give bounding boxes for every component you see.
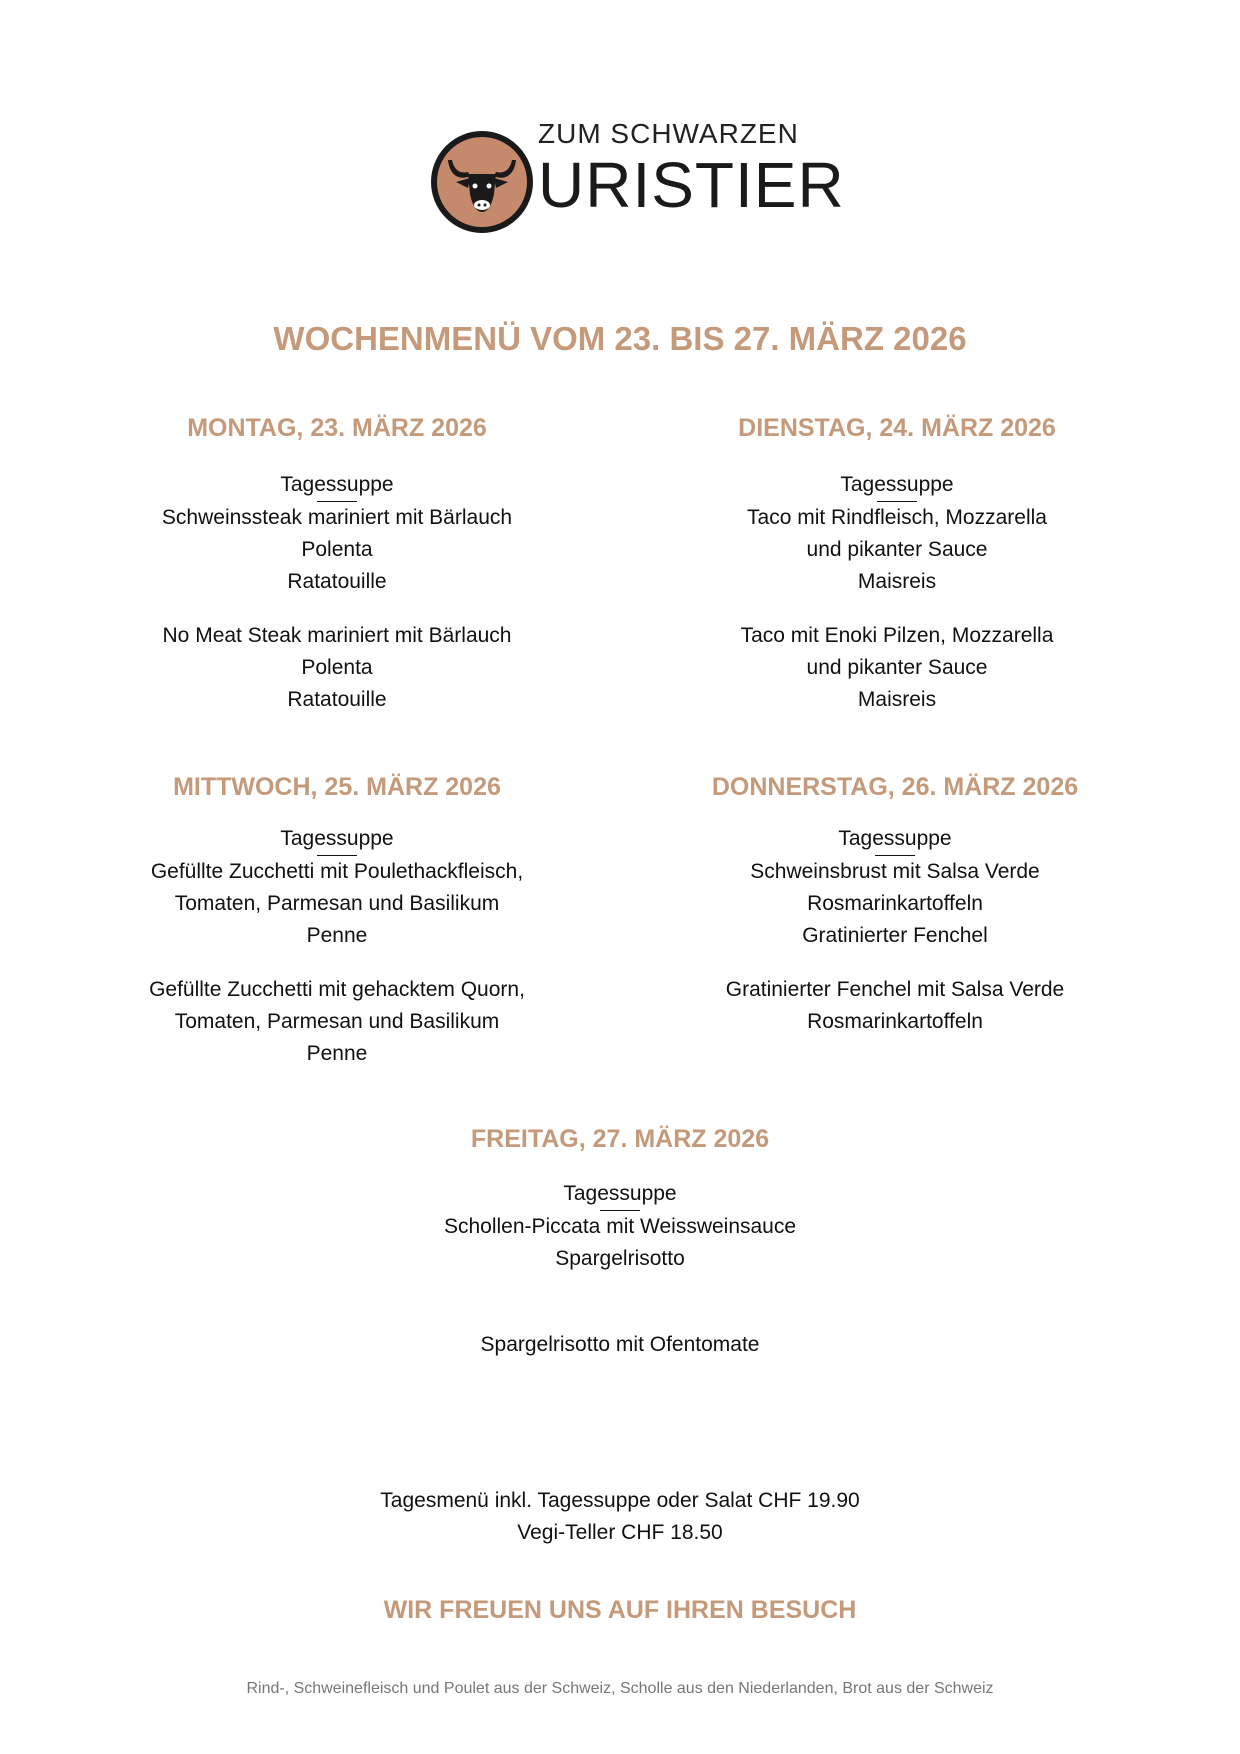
price-line-menu: Tagesmenü inkl. Tagessuppe oder Salat CHF 19.90 xyxy=(380,1489,860,1512)
dish-line: Maisreis xyxy=(857,570,937,593)
dish-line: Schweinssteak mariniert mit Bärlauch xyxy=(161,506,513,529)
dish-line: Taco mit Enoki Pilzen, Mozzarella xyxy=(740,624,1054,647)
soup: Tagessuppe xyxy=(563,1182,677,1205)
dish-line: Gefüllte Zucchetti mit gehacktem Quorn, xyxy=(149,978,525,1001)
day-menu-tuesday xyxy=(637,469,1157,716)
page-title: WOCHENMENÜ VOM 23. BIS 27. MÄRZ 2026 xyxy=(273,320,967,357)
dish-line: Ratatouille xyxy=(287,570,387,593)
soup: Tagessuppe xyxy=(280,473,394,496)
day-title-tuesday: DIENSTAG, 24. MÄRZ 2026 xyxy=(738,414,1056,442)
soup: Tagessuppe xyxy=(838,827,952,850)
dish-line: No Meat Steak mariniert mit Bärlauch xyxy=(162,624,512,647)
price-line-vegi: Vegi-Teller CHF 18.50 xyxy=(517,1521,723,1544)
soup: Tagessuppe xyxy=(280,827,394,850)
dish-line: Ratatouille xyxy=(287,688,387,711)
dish-line: Taco mit Rindfleisch, Mozzarella xyxy=(747,506,1047,529)
dish-line: Gratinierter Fenchel mit Salsa Verde xyxy=(725,978,1065,1001)
dish-line: Schollen-Piccata mit Weissweinsauce xyxy=(443,1215,797,1238)
dish-line: Tomaten, Parmesan und Basilikum xyxy=(174,892,500,915)
logo xyxy=(430,118,850,238)
day-title-wednesday: MITTWOCH, 25. MÄRZ 2026 xyxy=(173,773,501,801)
day-menu-monday xyxy=(77,469,597,716)
dish-line: Rosmarinkartoffeln xyxy=(807,892,983,915)
day-menu-thursday xyxy=(635,823,1155,1038)
soup: Tagessuppe xyxy=(840,473,954,496)
origin-note: Rind-, Schweinefleisch und Poulet aus der Schweiz, Scholle aus den Niederlanden, Brot aus der Schweiz xyxy=(246,1680,994,1697)
day-title-thursday: DONNERSTAG, 26. MÄRZ 2026 xyxy=(711,773,1079,801)
dish-line: Maisreis xyxy=(857,688,937,711)
dish-line: Spargelrisotto xyxy=(555,1247,685,1270)
dish-line: Rosmarinkartoffeln xyxy=(807,1010,983,1033)
logo-main-text: URISTIER xyxy=(538,149,845,221)
dish-line: und pikanter Sauce xyxy=(806,656,988,679)
logo-top-text: ZUM SCHWARZEN xyxy=(538,118,799,149)
day-title-monday: MONTAG, 23. MÄRZ 2026 xyxy=(187,414,487,442)
closing-text: WIR FREUEN UNS AUF IHREN BESUCH xyxy=(383,1596,857,1624)
dish-line: Tomaten, Parmesan und Basilikum xyxy=(174,1010,500,1033)
bull-head-icon xyxy=(430,130,534,234)
dish-line: Schweinsbrust mit Salsa Verde xyxy=(750,860,1040,883)
day-title-friday: FREITAG, 27. MÄRZ 2026 xyxy=(470,1125,770,1153)
dish-line: Spargelrisotto mit Ofentomate xyxy=(480,1333,760,1356)
dish-line: Polenta xyxy=(301,656,373,679)
dish-line: Gefüllte Zucchetti mit Poulethackfleisch, xyxy=(150,860,524,883)
dish-line: Penne xyxy=(306,1042,368,1065)
dish-line: Polenta xyxy=(301,538,373,561)
dish-line: und pikanter Sauce xyxy=(806,538,988,561)
day-menu-friday xyxy=(360,1178,880,1361)
dish-line: Penne xyxy=(306,924,368,947)
day-menu-wednesday xyxy=(77,823,597,1070)
price-info xyxy=(0,1485,1240,1549)
dish-line: Gratinierter Fenchel xyxy=(802,924,988,947)
